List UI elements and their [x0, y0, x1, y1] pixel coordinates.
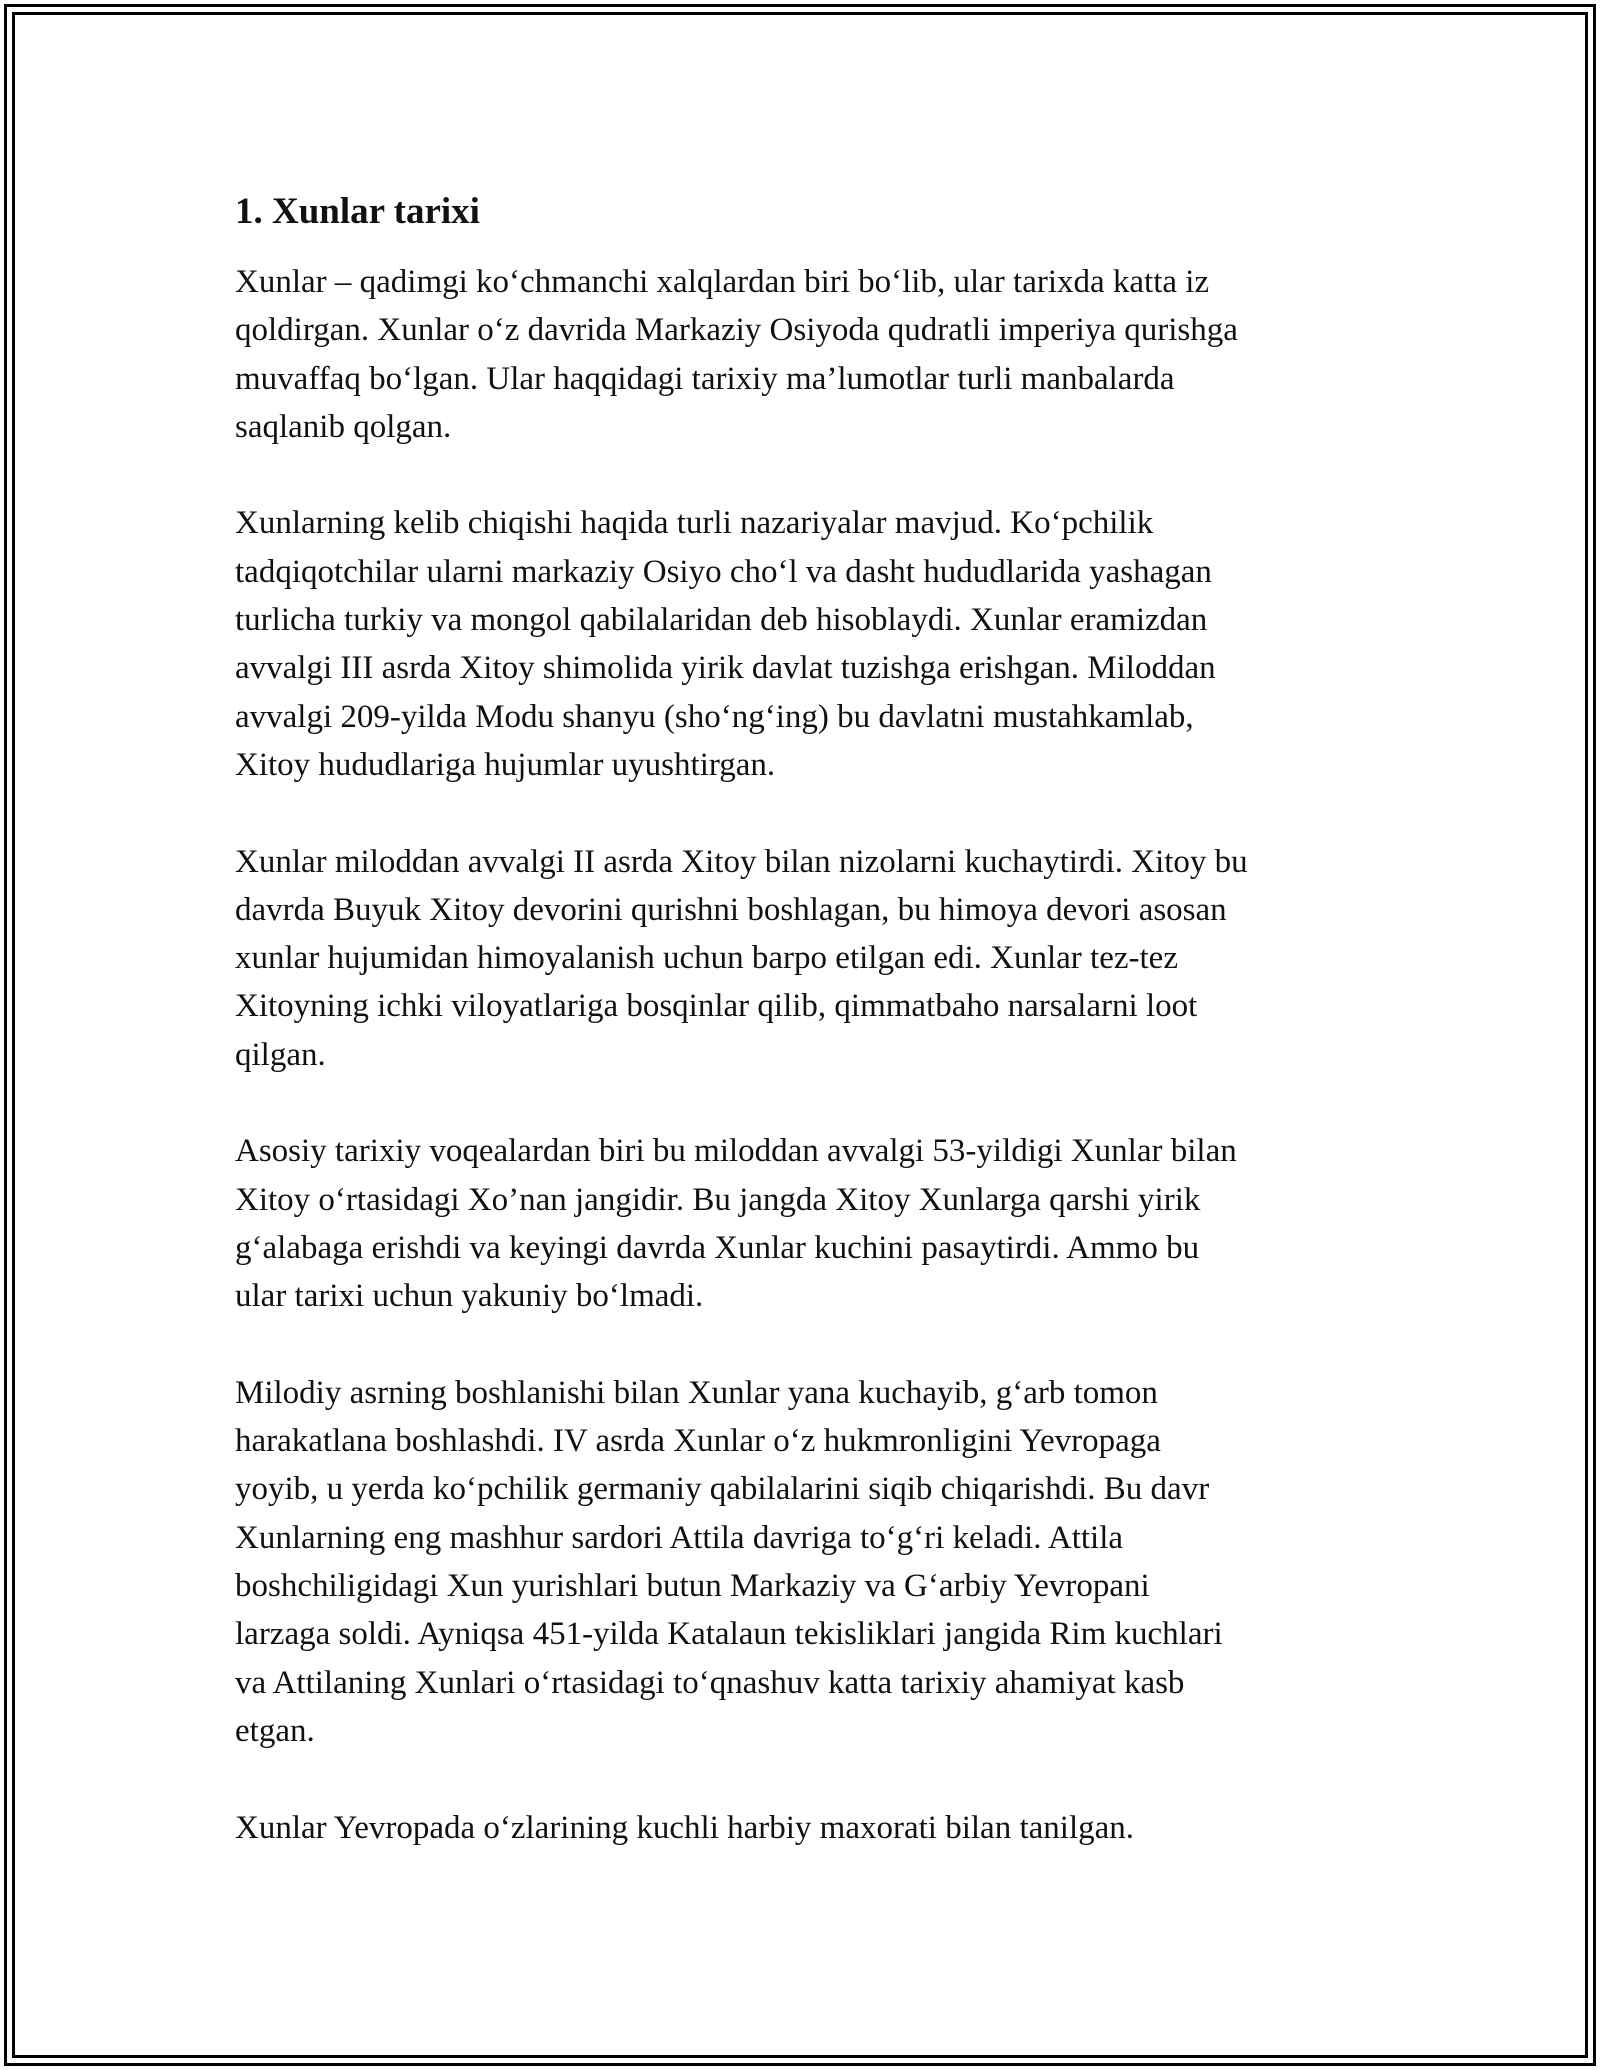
paragraph-4	[235, 1127, 1385, 1320]
text-line: avvalgi 209-yilda Modu shanyu (sho‘ng‘ing) bu davlatni mustahkamlab,	[235, 698, 1194, 735]
text-line: Xitoy hududlariga hujumlar uyushtirgan.	[235, 746, 776, 783]
text-line: Xunlar – qadimgi ko‘chmanchi xalqlardan biri bo‘lib, ular tarixda katta iz	[235, 264, 1210, 300]
document-body	[235, 188, 1385, 1900]
text-line: Xitoy o‘rtasidagi Xo’nan jangidir. Bu jangda Xitoy Xunlarga qarshi yirik	[235, 1181, 1201, 1218]
text-line: Milodiy asrning boshlanishi bilan Xunlar yana kuchayib, g‘arb tomon	[235, 1374, 1158, 1411]
paragraph-5	[235, 1369, 1385, 1755]
text-line: xunlar hujumidan himoyalanish uchun barpo etilgan edi. Xunlar tez-tez	[235, 940, 1178, 977]
text-line: Xunlarning kelib chiqishi haqida turli nazariyalar mavjud. Ko‘pchilik	[235, 505, 1154, 542]
text-line: tadqiqotchilar ularni markaziy Osiyo cho‘l va dasht hududlarida yashagan	[235, 553, 1212, 590]
text-line: va Attilaning Xunlari o‘rtasidagi to‘qnashuv katta tarixiy ahamiyat kasb	[235, 1664, 1185, 1701]
text-line: ular tarixi uchun yakuniy bo‘lmadi.	[235, 1278, 704, 1315]
paragraph-3	[235, 838, 1385, 1079]
paragraph-6	[235, 1804, 1385, 1852]
text-line: qilgan.	[235, 1036, 326, 1073]
text-line: muvaffaq bo‘lgan. Ular haqqidagi tarixiy ma’lumotlar turli manbalarda	[235, 360, 1175, 397]
section-heading: 1. Xunlar tarixi	[235, 191, 480, 232]
text-line: etgan.	[235, 1712, 315, 1749]
text-line: saqlanib qolgan.	[235, 408, 452, 445]
text-line: Xunlar Yevropada o‘zlarining kuchli harbiy maxorati bilan tanilgan.	[235, 1809, 1135, 1846]
text-line: Xunlar miloddan avvalgi II asrda Xitoy bilan nizolarni kuchaytirdi. Xitoy bu	[235, 843, 1248, 880]
text-line: Xunlarning eng mashhur sardori Attila davriga to‘g‘ri keladi. Attila	[235, 1519, 1124, 1556]
text-line: harakatlana boshlashdi. IV asrda Xunlar o‘z hukmronligini Yevropaga	[235, 1423, 1161, 1460]
text-line: boshchiligidagi Xun yurishlari butun Markaziy va G‘arbiy Yevropani	[235, 1568, 1150, 1605]
paragraph-1	[235, 258, 1385, 451]
text-line: qoldirgan. Xunlar o‘z davrida Markaziy Osiyoda qudratli imperiya qurishga	[235, 312, 1238, 349]
text-line: turlicha turkiy va mongol qabilalaridan deb hisoblaydi. Xunlar eramizdan	[235, 602, 1208, 639]
text-line: yoyib, u yerda ko‘pchilik germaniy qabilalarini siqib chiqarishdi. Bu davr	[235, 1471, 1210, 1508]
text-line: davrda Buyuk Xitoy devorini qurishni boshlagan, bu himoya devori asosan	[235, 891, 1227, 928]
text-line: Xitoyning ichki viloyatlariga bosqinlar qilib, qimmatbaho narsalarni loot	[235, 988, 1198, 1025]
text-line: larzaga soldi. Ayniqsa 451-yilda Katalaun tekisliklari jangida Rim kuchlari	[235, 1616, 1223, 1653]
paragraph-2	[235, 499, 1385, 789]
text-line: g‘alabaga erishdi va keyingi davrda Xunlar kuchini pasaytirdi. Ammo bu	[235, 1229, 1200, 1266]
text-line: Asosiy tarixiy voqealardan biri bu miloddan avvalgi 53-yildigi Xunlar bilan	[235, 1133, 1237, 1170]
text-line: avvalgi III asrda Xitoy shimolida yirik davlat tuzishga erishgan. Miloddan	[235, 650, 1216, 687]
